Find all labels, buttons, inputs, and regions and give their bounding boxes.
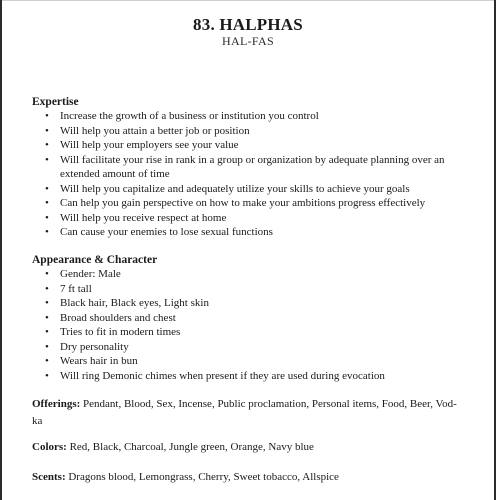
offerings-paragraph <box>32 396 464 430</box>
offerings-label: Offerings: <box>32 398 81 410</box>
colors-paragraph <box>32 439 464 456</box>
list-item: • Will help your employers see your value <box>32 138 462 153</box>
pronunciation: HAL-FAS <box>222 34 274 48</box>
list-item: • Wears hair in bun <box>32 354 462 369</box>
list-item: • Can cause your enemies to lose sexual functions <box>32 225 462 240</box>
appearance-heading: Appearance & Character <box>32 254 158 266</box>
page-title: 83. HALPHAS <box>193 15 303 34</box>
colors-label: Colors: <box>32 441 67 453</box>
list-item: • Will help you capitalize and adequately utilize your skills to achieve your goals <box>32 182 462 197</box>
scents-label: Scents: <box>32 471 66 483</box>
expertise-list <box>32 109 462 240</box>
list-item: • Broad shoulders and chest <box>32 311 462 326</box>
scents-value: Dragons blood, Lemongrass, Cherry, Sweet tobacco, Allspice <box>68 471 339 483</box>
offerings-value: Pendant, Blood, Sex, Incense, Public proclamation, Personal items, Food, Beer, Vod-ka <box>32 398 457 427</box>
list-item: • Will help you receive respect at home <box>32 211 462 226</box>
list-item: • Will facilitate your rise in rank in a group or organization by adequate planning over an extended amount of time <box>32 153 462 182</box>
list-item: • Will ring Demonic chimes when present if they are used during evocation <box>32 369 462 384</box>
list-item: • Tries to fit in modern times <box>32 325 462 340</box>
colors-value: Red, Black, Charcoal, Jungle green, Orange, Navy blue <box>69 441 314 453</box>
scents-paragraph <box>32 469 464 486</box>
appearance-list <box>32 267 462 383</box>
list-item: • Will help you attain a better job or position <box>32 124 462 139</box>
list-item: • Gender: Male <box>32 267 462 282</box>
list-item: • 7 ft tall <box>32 282 462 297</box>
list-item: • Increase the growth of a business or institution you control <box>32 109 462 124</box>
list-item: • Can help you gain perspective on how to make your ambitions progress effectively <box>32 196 462 211</box>
list-item: • Dry personality <box>32 340 462 355</box>
expertise-heading: Expertise <box>32 96 79 108</box>
list-item: • Black hair, Black eyes, Light skin <box>32 296 462 311</box>
